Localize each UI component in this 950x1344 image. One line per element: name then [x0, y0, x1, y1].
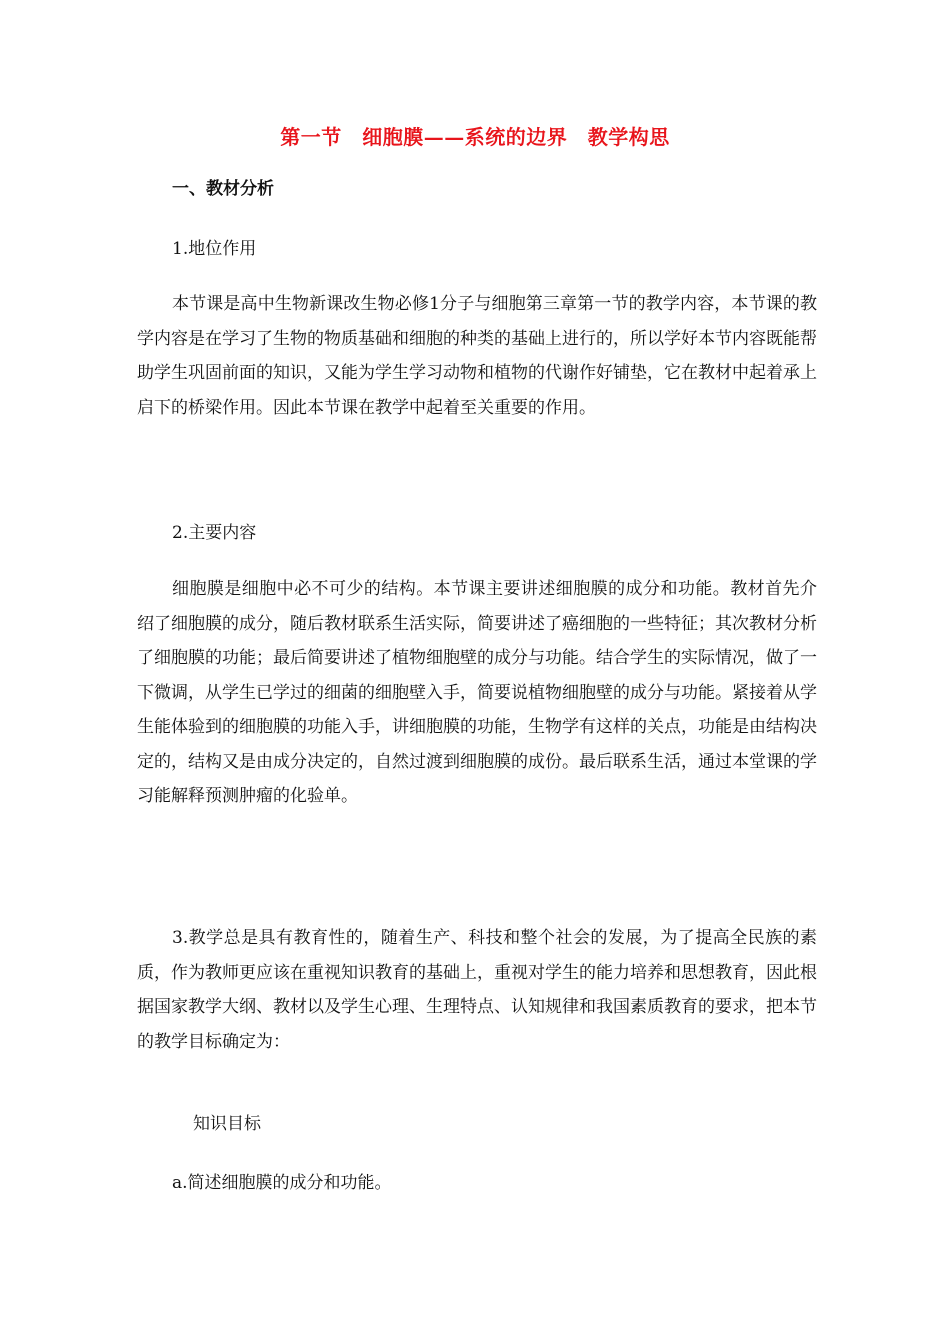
paragraph-position-role: 本节课是高中生物新课改生物必修1分子与细胞第三章第一节的教学内容，本节课的教学内容是在学习了生物的物质基础和细胞的种类的基础上进行的，所以学好本节内容既能帮助学生巩固前面的知识，又能为学生学习动物和植物的代谢作好铺垫，它在教材中起着承上启下的桥梁作用。因此本节课在教学中起着至关重要的作用。 — [137, 294, 817, 418]
section-heading-textbook-analysis: 一、教材分析 — [172, 179, 274, 199]
subheading-main-content: 2.主要内容 — [172, 523, 257, 543]
document-title: 第一节 细胞膜——系统的边界 教学构思 — [280, 125, 670, 149]
paragraph-main-content: 细胞膜是细胞中必不可少的结构。本节课主要讲述细胞膜的成分和功能。教材首先介绍了细胞膜的成分，随后教材联系生活实际，简要讲述了癌细胞的一些特征；其次教材分析了细胞膜的功能；最后简要讲述了植物细胞壁的成分与功能。结合学生的实际情况，做了一下微调，从学生已学过的细菌的细胞壁入手，简要说植物细胞壁的成分与功能。紧接着从学生能体验到的细胞膜的功能入手，讲细胞膜的功能，生物学有这样的关点，功能是由结构决定的，结构又是由成分决定的，自然过渡到细胞膜的成份。最后联系生活，通过本堂课的学习能解释预测肿瘤的化验单。 — [137, 579, 817, 806]
subheading-position-role: 1.地位作用 — [172, 239, 257, 259]
knowledge-goal-item-a: a.简述细胞膜的成分和功能。 — [172, 1173, 392, 1193]
paragraph-teaching-goals-intro: 3.教学总是具有教育性的，随着生产、科技和整个社会的发展，为了提高全民族的素质，作为教师更应该在重视知识教育的基础上，重视对学生的能力培养和思想教育，因此根据国家教学大纲、教材以及学生心理、生理特点、认知规律和我国素质教育的要求，把本节的教学目标确定为： — [137, 928, 817, 1052]
knowledge-goals-heading: 知识目标 — [193, 1114, 261, 1134]
